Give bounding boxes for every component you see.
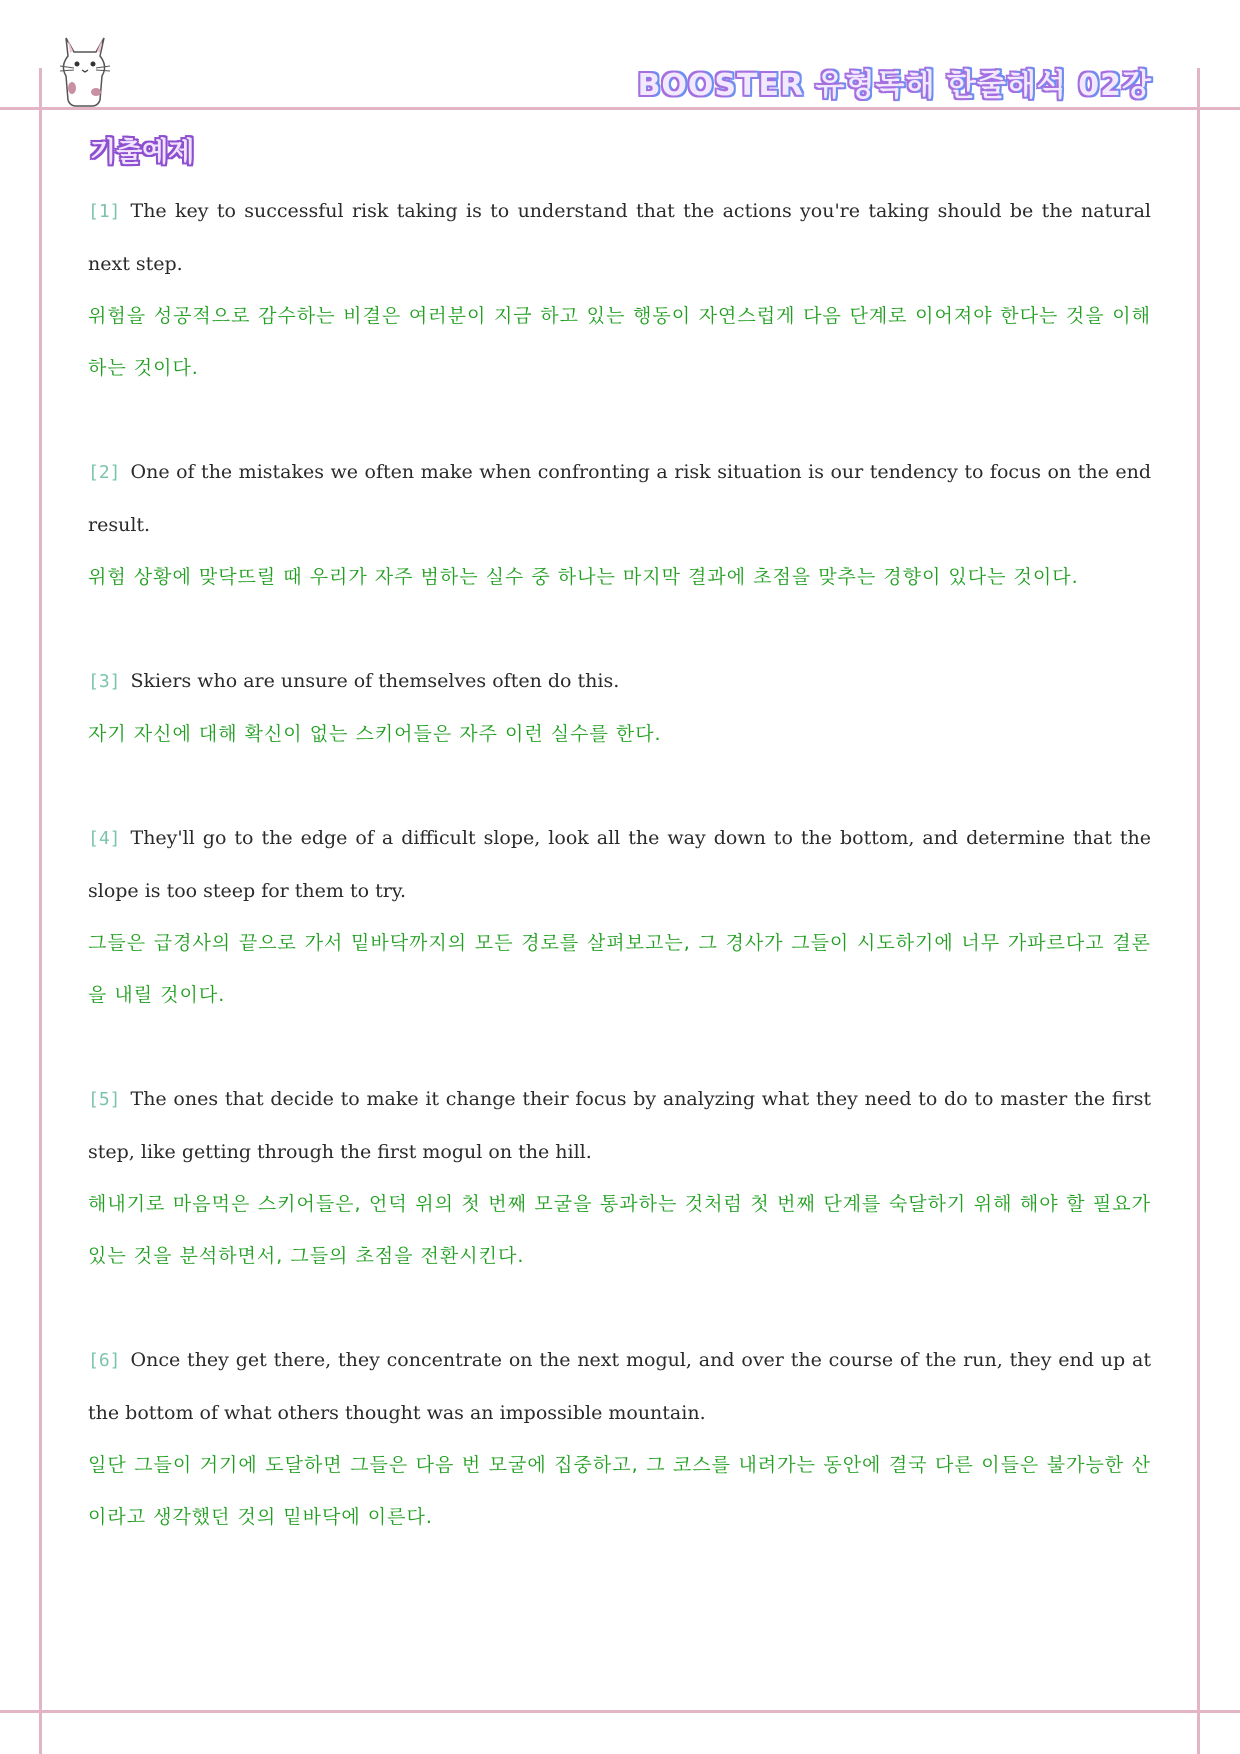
korean-translation: 자기 자신에 대해 확신이 없는 스키어들은 자주 이런 실수를 한다.: [88, 723, 662, 745]
sentence-number: [2]: [88, 462, 121, 483]
sentence-number: [5]: [88, 1089, 121, 1110]
english-sentence: [88, 446, 1151, 551]
korean-translation: 해내기로 마음먹은 스키어들은, 언덕 위의 첫 번째 모굴을 통과하는 것처럼 첫 번째 단계를 숙달하기 위해 해야 할 필요가 있는 것을 분석하면서, 그들의 초점을 전환시킨다.: [88, 1193, 1151, 1267]
cat-logo-icon: [52, 30, 118, 108]
english-sentence: [88, 185, 1151, 290]
document-title: BOOSTER 유형독해 한줄해석 02강: [637, 68, 1152, 103]
english-text: Once they get there, they concentrate on the next mogul, and over the course of the run, they end up at the bottom of what others thought was an impossible mountain.: [88, 1349, 1151, 1424]
sentence-list: [88, 185, 1151, 1543]
english-text: Skiers who are unsure of themselves often do this.: [130, 670, 620, 692]
korean-translation: 위험을 성공적으로 감수하는 비결은 여러분이 지금 하고 있는 행동이 자연스럽게 다음 단계로 이어져야 한다는 것을 이해하는 것이다.: [88, 305, 1151, 379]
sentence-block: [88, 185, 1151, 394]
left-border: [39, 68, 42, 1754]
sentence-block: [88, 655, 1151, 760]
english-sentence: [88, 1334, 1151, 1439]
english-text: The key to successful risk taking is to understand that the actions you're taking should be the natural next step.: [88, 200, 1151, 275]
footer-divider: [0, 1710, 1240, 1713]
header-divider: [0, 107, 1240, 110]
sentence-block: [88, 812, 1151, 1021]
korean-translation: 위험 상황에 맞닥뜨릴 때 우리가 자주 범하는 실수 중 하나는 마지막 결과에 초점을 맞추는 경향이 있다는 것이다.: [88, 566, 1079, 588]
sentence-number: [1]: [88, 201, 121, 222]
english-text: One of the mistakes we often make when confronting a risk situation is our tendency to focus on the end result.: [88, 461, 1151, 536]
section-title: 기출예제: [90, 137, 195, 168]
english-sentence: [88, 812, 1151, 917]
english-sentence: [88, 655, 1151, 708]
korean-translation: 그들은 급경사의 끝으로 가서 밑바닥까지의 모든 경로를 살펴보고는, 그 경사가 그들이 시도하기에 너무 가파르다고 결론을 내릴 것이다.: [88, 932, 1151, 1006]
sentence-block: [88, 446, 1151, 603]
english-sentence: [88, 1073, 1151, 1178]
sentence-number: [3]: [88, 671, 121, 692]
english-text: They'll go to the edge of a difficult slope, look all the way down to the bottom, and determine that the slope is too steep for them to try.: [88, 827, 1151, 902]
sentence-number: [4]: [88, 828, 121, 849]
sentence-block: [88, 1334, 1151, 1543]
sentence-number: [6]: [88, 1350, 121, 1371]
english-text: The ones that decide to make it change their focus by analyzing what they need to do to master the first step, like getting through the first mogul on the hill.: [88, 1088, 1151, 1163]
right-border: [1197, 68, 1200, 1754]
sentence-block: [88, 1073, 1151, 1282]
korean-translation: 일단 그들이 거기에 도달하면 그들은 다음 번 모굴에 집중하고, 그 코스를 내려가는 동안에 결국 다른 이들은 불가능한 산이라고 생각했던 것의 밑바닥에 이른다.: [88, 1454, 1151, 1528]
